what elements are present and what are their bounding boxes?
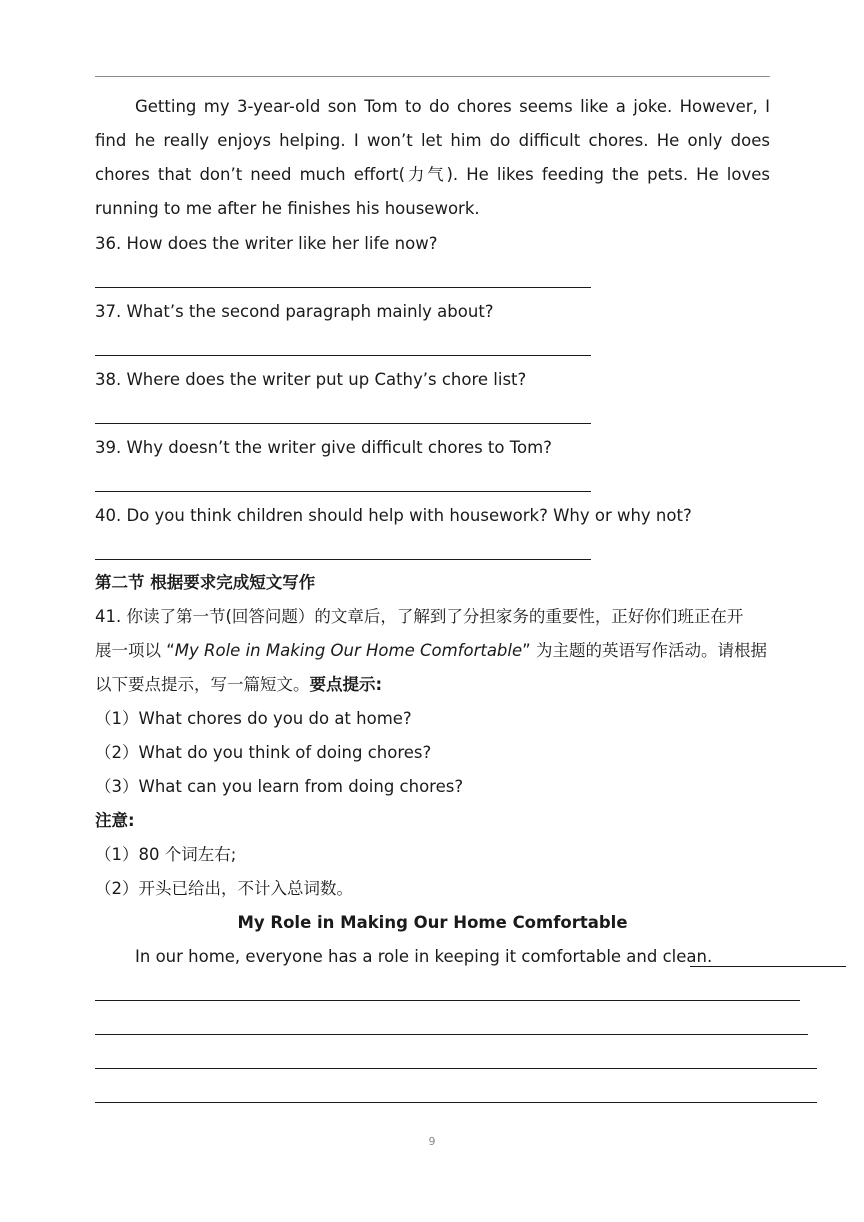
essay-opening-sentence: In our home, everyone has a role in keeping it comfortable and clean. [135,947,713,966]
answer-line-39[interactable] [95,491,591,492]
answer-line-36[interactable] [95,287,591,288]
question-37: 37. What’s the second paragraph mainly about? [95,302,494,321]
section-heading: 第二节 根据要求完成短文写作 [95,573,316,592]
essay-writing-line-1[interactable] [690,966,846,967]
passage-paragraph: Getting my 3-year-old son Tom to do chores seems like a joke. However, I find he really enjoys helping. I won’t let him do difficult chores. He only does chores that don’t need much effort(力气). He likes feeding the pets. He loves running to me after he finishes his housework. [95,97,770,218]
question-39: 39. Why doesn’t the writer give difficult chores to Tom? [95,438,552,457]
key-points-label: 要点提示: [309,675,383,694]
writing-prompt-line-1: 41. 你读了第一节(回答问题）的文章后，了解到了分担家务的重要性，正好你们班正在开 [95,607,744,626]
prompt-instruction: 以下要点提示，写一篇短文。 [95,675,310,694]
answer-line-37[interactable] [95,355,591,356]
key-point-2: （2）What do you think of doing chores? [95,743,432,762]
key-point-1: （1）What chores do you do at home? [95,709,412,728]
essay-writing-line-4[interactable] [95,1068,817,1069]
prompt-text-before-title: 展一项以 “ [95,641,175,660]
answer-line-40[interactable] [95,559,591,560]
question-36: 36. How does the writer like her life now? [95,234,438,253]
note-1: （1）80 个词左右; [95,845,237,864]
question-38: 38. Where does the writer put up Cathy’s chore list? [95,370,527,389]
header-divider [95,76,770,77]
writing-prompt-line-3 [95,674,382,696]
essay-writing-line-3[interactable] [95,1034,808,1035]
key-point-3: （3）What can you learn from doing chores? [95,777,464,796]
prompt-topic-title: My Role in Making Our Home Comfortable [174,641,523,660]
essay-writing-line-5[interactable] [95,1102,817,1103]
writing-prompt-line-2 [95,640,767,662]
essay-writing-line-2[interactable] [95,1000,800,1001]
prompt-text-after-title: ” 为主题的英语写作活动。请根据 [522,641,767,660]
essay-title: My Role in Making Our Home Comfortable [237,913,628,932]
page-number: 9 [428,1135,436,1148]
answer-line-38[interactable] [95,423,591,424]
notes-heading: 注意: [95,811,135,830]
note-2: （2）开头已给出，不计入总词数。 [95,879,353,898]
question-40: 40. Do you think children should help with housework? Why or why not? [95,506,692,525]
